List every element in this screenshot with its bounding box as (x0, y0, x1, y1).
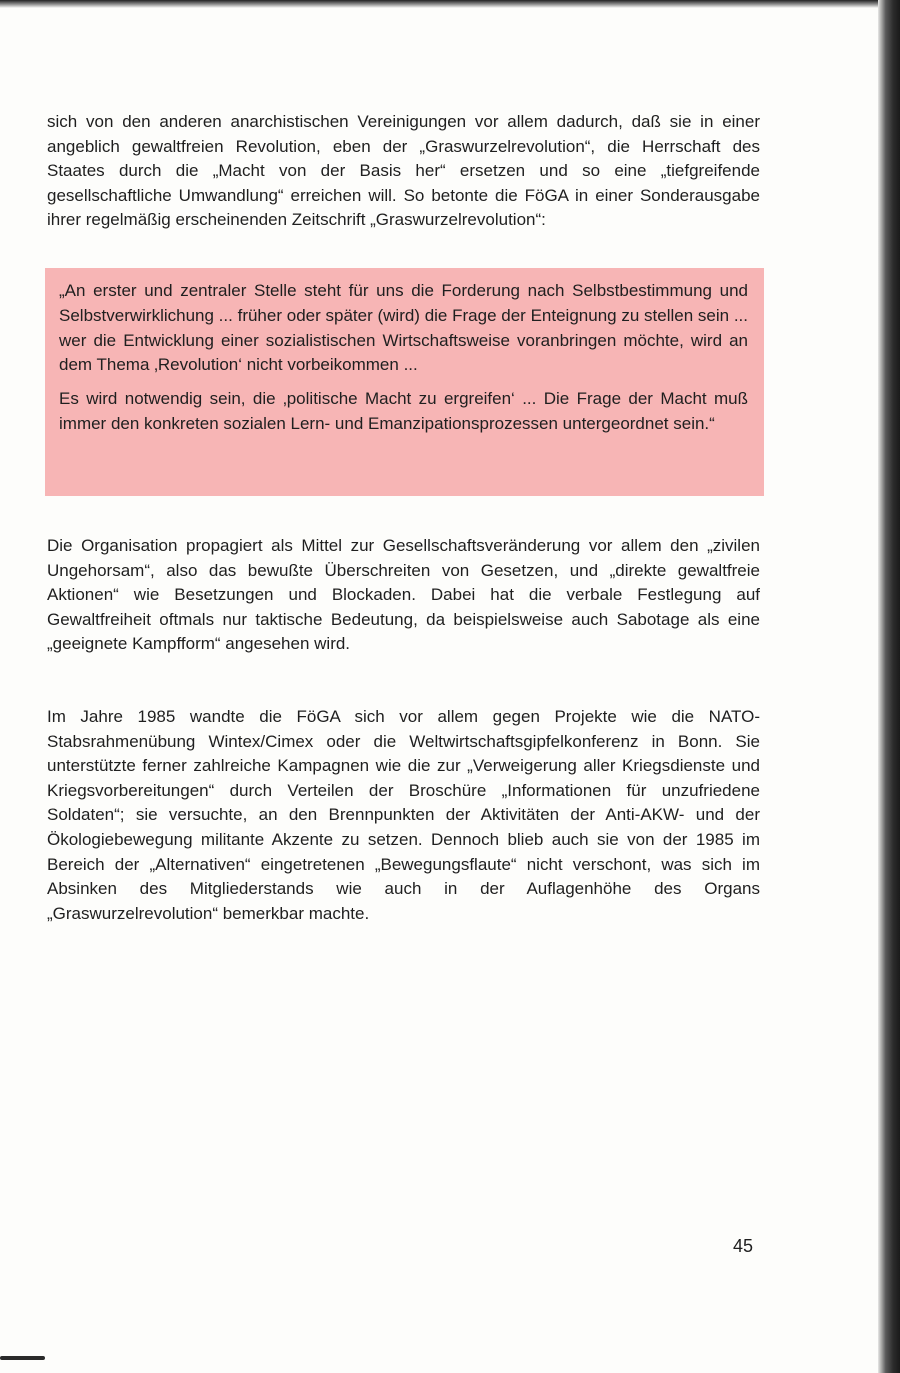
body-paragraph-intro: sich von den anderen anarchistischen Vereinigungen vor allem dadurch, daß sie in einer angeblich gewaltfreien Revolution, eben der „Graswurzelrevolution“, die Herrschaft des Staates durch die „Macht von der Basis her“ ersetzen und so eine „tiefgreifende gesellschaftliche Umwandlung“ erreichen will. So betonte die FöGA in einer Sonderausgabe ihrer regelmäßig erscheinenden Zeitschrift „Graswurzelrevolution“: (47, 112, 760, 230)
page-corner-mark (0, 1356, 45, 1360)
quotation-paragraph-1: „An erster und zentraler Stelle steht für uns die Forderung nach Selbstbestimmung und Selbstverwirklichung ... früher oder später (wird) die Frage der Enteignung zu stellen sein ... wer die Entwicklung einer sozialistischen Wirtschaftsweise voranbringen möchte, wird an dem Thema ‚Revolution‘ nicht vorbeikommen ... (59, 281, 748, 375)
body-paragraph-methods: Die Organisation propagiert als Mittel zur Gesellschaftsveränderung vor allem den „zivilen Ungehorsam“, also das bewußte Überschreiten von Gesetzen, und „direkte gewaltfreie Aktionen“ wie Besetzungen und Blockaden. Dabei hat die verbale Festlegung auf Gewaltfreiheit oftmals nur taktische Bedeutung, da beispielsweise auch Sabotage als eine „geeignete Kampfform“ angesehen wird. (47, 536, 760, 654)
page-top-edge-shadow (0, 0, 880, 8)
body-paragraph-1985: Im Jahre 1985 wandte die FöGA sich vor allem gegen Projekte wie die NATO-Stabsrahmenübung Wintex/Cimex oder die Weltwirtschaftsgipfelkonferenz in Bonn. Sie unterstützte ferner zahlreiche Kampagnen wie die zur „Verweigerung aller Kriegsdienste und Kriegsvorbereitungen“ durch Verteilen der Broschüre „Informationen für unzufriedene Soldaten“; sie versuchte, an den Brennpunkten der Aktivitäten der Anti-AKW- und der Ökologiebewegung militante Akzente zu setzen. Dennoch blieb auch sie von der 1985 im Bereich der „Alternativen“ eingetretenen „Bewegungsflaute“ nicht verschont, was sich im Absinken des Mitgliederstands wie auch in der Auflagenhöhe des Organs „Graswurzelrevolution“ bemerkbar machte. (47, 707, 760, 923)
page-binding-edge (878, 0, 900, 1373)
highlighted-quotation (45, 268, 764, 496)
page-number: 45 (733, 1236, 754, 1256)
quotation-paragraph-2: Es wird notwendig sein, die ‚politische Macht zu ergreifen‘ ... Die Frage der Macht muß immer den konkreten sozialen Lern- und Emanzipationsprozessen untergeordnet sein.“ (59, 389, 748, 433)
